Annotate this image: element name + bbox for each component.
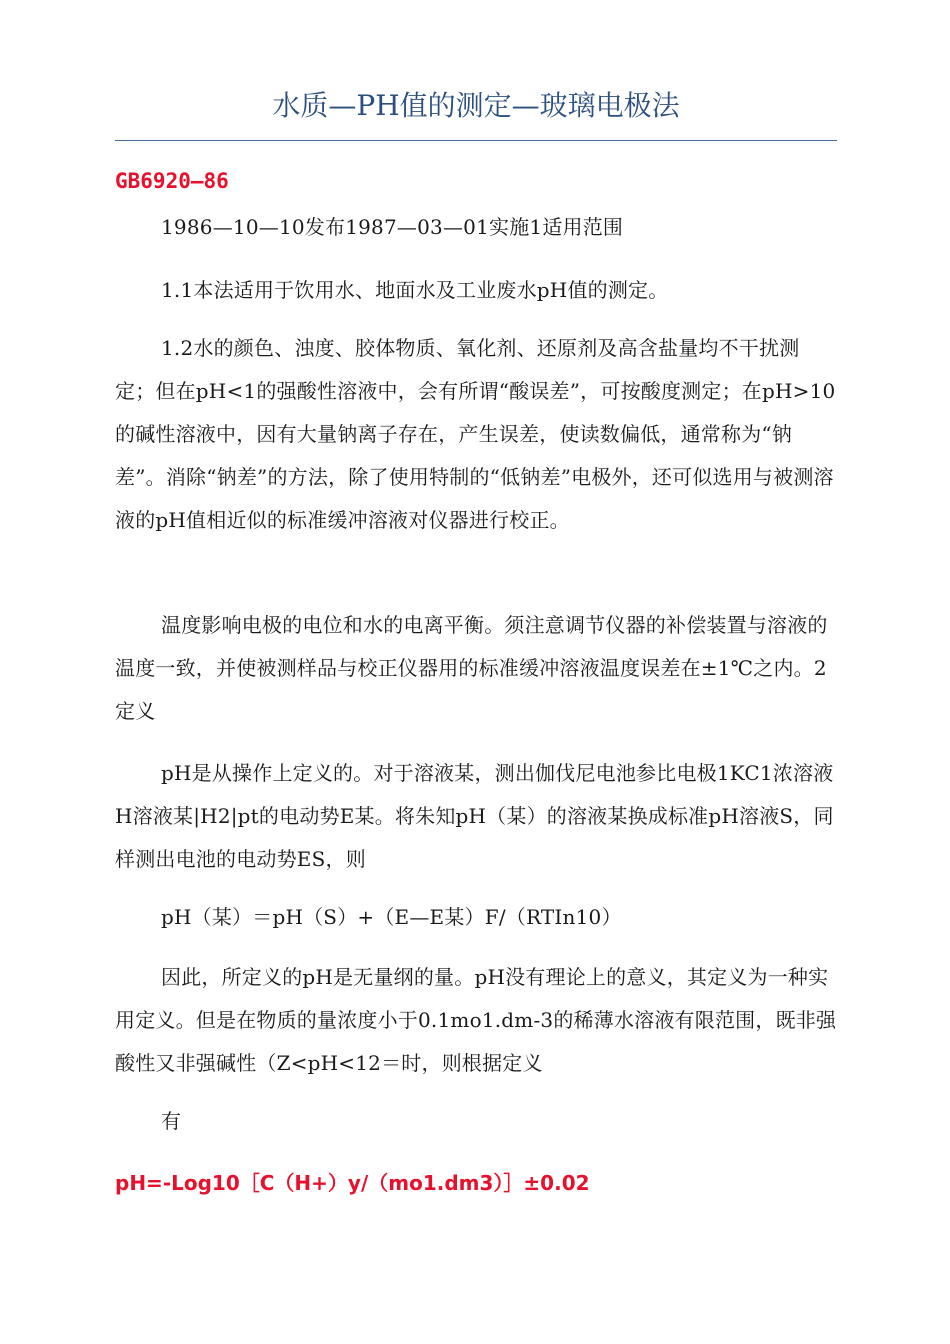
paragraph-equation: pH（某）＝pH（S）+（E—E某）F/（RTIn10） [161, 905, 622, 929]
paragraph-dimensionless: 因此，所定义的pH是无量纲的量。pH没有理论上的意义，其定义为一种实用定义。但是在物质的量浓度小于0.1mo1.dm-3的稀薄水溶液有限范围，既非强酸性又非强碱性（Z<pH<12＝时，则根据定义 [115, 965, 837, 1075]
paragraph-publication: 1986—10—10发布1987—03—01实施1适用范围 [161, 215, 624, 239]
ph-formula: pH=-Log10［C（H+）y/（mo1.dm3）］±0.02 [115, 1171, 590, 1195]
paragraph-scope-1-1: 1.1本法适用于饮用水、地面水及工业废水pH值的测定。 [161, 278, 669, 302]
document-title: 水质—PH值的测定—玻璃电极法 [272, 89, 680, 122]
title-divider [115, 140, 837, 141]
paragraph-definition: pH是从操作上定义的。对于溶液某，测出伽伐尼电池参比电极1KC1浓溶液H溶液某|H2|pt的电动势E某。将朱知pH（某）的溶液某换成标准pH溶液S，同样测出电池的电动势ES，则 [115, 761, 834, 871]
paragraph-you: 有 [161, 1109, 182, 1133]
paragraph-temperature: 温度影响电极的电位和水的电离平衡。须注意调节仪器的补偿装置与溶液的温度一致，并使被测样品与校正仪器用的标准缓冲溶液温度误差在±1℃之内。2定义 [115, 613, 828, 723]
paragraph-scope-1-2: 1.2水的颜色、浊度、胶体物质、氧化剂、还原剂及高含盐量均不干扰测定；但在pH<1的强酸性溶液中，会有所谓“酸误差”，可按酸度测定；在pH>10的碱性溶液中，因有大量钠离子存在，产生误差，使读数偏低，通常称为“钠差”。消除“钠差”的方法，除了使用特制的“低钠差”电极外，还可似选用与被测溶液的pH值相近似的标准缓冲溶液对仪器进行校正。 [115, 336, 836, 532]
standard-code: GB6920—86 [115, 169, 229, 193]
